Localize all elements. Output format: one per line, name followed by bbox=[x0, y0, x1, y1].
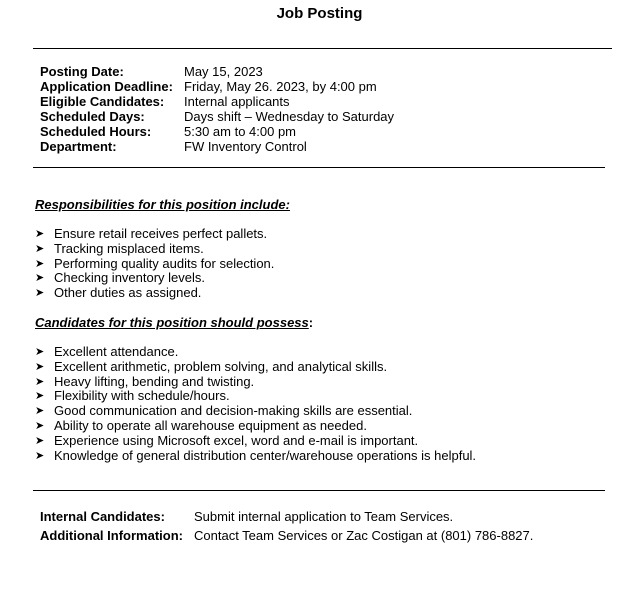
field-value: Contact Team Services or Zac Costigan at (801) 786-8827. bbox=[194, 528, 534, 543]
field-value: 5:30 am to 4:00 pm bbox=[184, 124, 297, 139]
responsibilities-heading bbox=[35, 197, 290, 212]
arrowhead-bullet-icon: ➤ bbox=[35, 434, 45, 447]
field-label: Additional Information: bbox=[40, 528, 183, 543]
list-item bbox=[35, 227, 274, 242]
field-label: Posting Date: bbox=[40, 64, 124, 79]
field-value: May 15, 2023 bbox=[184, 64, 263, 79]
field-label: Department: bbox=[40, 139, 117, 154]
arrowhead-bullet-icon: ➤ bbox=[35, 419, 45, 432]
arrowhead-bullet-icon: ➤ bbox=[35, 228, 45, 240]
posting-details bbox=[40, 64, 394, 154]
additional-information-row bbox=[40, 526, 533, 545]
list-item-text: Other duties as assigned. bbox=[54, 285, 202, 301]
arrowhead-bullet-icon: ➤ bbox=[35, 405, 45, 418]
qualifications-heading bbox=[35, 315, 313, 330]
arrowhead-bullet-icon: ➤ bbox=[35, 287, 45, 300]
list-item bbox=[35, 449, 476, 464]
field-label: Internal Candidates: bbox=[40, 509, 165, 524]
arrowhead-bullet-icon: ➤ bbox=[35, 346, 45, 358]
arrowhead-bullet-icon: ➤ bbox=[35, 257, 45, 270]
arrowhead-bullet-icon: ➤ bbox=[35, 242, 45, 255]
list-item bbox=[35, 271, 274, 286]
list-item bbox=[35, 404, 476, 419]
list-item bbox=[35, 257, 274, 272]
list-item-text: Checking inventory levels. bbox=[54, 270, 206, 286]
list-item-text: Flexibility with schedule/hours. bbox=[54, 388, 230, 404]
field-label: Eligible Candidates: bbox=[40, 94, 165, 109]
list-item-text: Good communication and decision-making skills are essential. bbox=[54, 403, 413, 419]
list-item-text: Excellent attendance. bbox=[54, 344, 179, 359]
list-item-text: Excellent arithmetic, problem solving, and analytical skills. bbox=[54, 358, 388, 374]
field-label: Scheduled Hours: bbox=[40, 124, 152, 139]
scheduled-days-row bbox=[40, 109, 394, 124]
list-item bbox=[35, 360, 476, 375]
list-item-text: Knowledge of general distribution center/warehouse operations is helpful. bbox=[54, 447, 477, 463]
list-item-text: Heavy lifting, bending and twisting. bbox=[54, 373, 255, 389]
list-item bbox=[35, 345, 476, 360]
contact-info bbox=[40, 507, 533, 545]
field-value: Submit internal application to Team Services. bbox=[194, 509, 454, 524]
list-item-text: Experience using Microsoft excel, word and e-mail is important. bbox=[54, 432, 419, 448]
list-item bbox=[35, 389, 476, 404]
divider-bottom bbox=[33, 490, 605, 491]
heading-colon: : bbox=[308, 315, 314, 330]
field-label: Scheduled Days: bbox=[40, 109, 145, 124]
qualifications-list bbox=[35, 345, 476, 463]
field-value: Friday, May 26. 2023, by 4:00 pm bbox=[184, 79, 377, 94]
application-deadline-row bbox=[40, 79, 394, 94]
internal-candidates-row bbox=[40, 507, 533, 526]
list-item bbox=[35, 286, 274, 301]
list-item-text: Ensure retail receives perfect pallets. bbox=[54, 226, 268, 241]
divider-top bbox=[33, 48, 612, 49]
list-item bbox=[35, 242, 274, 257]
field-value: FW Inventory Control bbox=[184, 139, 307, 154]
field-value: Internal applicants bbox=[184, 94, 290, 109]
list-item-text: Tracking misplaced items. bbox=[54, 240, 204, 256]
heading-text: Responsibilities for this position include: bbox=[35, 197, 290, 212]
heading-text: Candidates for this position should possess bbox=[35, 315, 309, 330]
field-value: Days shift – Wednesday to Saturday bbox=[184, 109, 395, 124]
scheduled-hours-row bbox=[40, 124, 394, 139]
list-item-text: Ability to operate all warehouse equipment as needed. bbox=[54, 417, 367, 433]
field-label: Application Deadline: bbox=[40, 79, 173, 94]
arrowhead-bullet-icon: ➤ bbox=[35, 390, 45, 403]
list-item bbox=[35, 434, 476, 449]
page-title: Job Posting bbox=[276, 5, 363, 22]
list-item-text: Performing quality audits for selection. bbox=[54, 255, 275, 271]
posting-date-row bbox=[40, 64, 394, 79]
arrowhead-bullet-icon: ➤ bbox=[35, 449, 45, 462]
list-item bbox=[35, 419, 476, 434]
department-row bbox=[40, 139, 394, 154]
arrowhead-bullet-icon: ➤ bbox=[35, 272, 45, 285]
eligible-candidates-row bbox=[40, 94, 394, 109]
list-item bbox=[35, 375, 476, 390]
divider-details bbox=[33, 167, 605, 168]
arrowhead-bullet-icon: ➤ bbox=[35, 375, 45, 388]
responsibilities-list bbox=[35, 227, 274, 301]
arrowhead-bullet-icon: ➤ bbox=[35, 360, 45, 373]
